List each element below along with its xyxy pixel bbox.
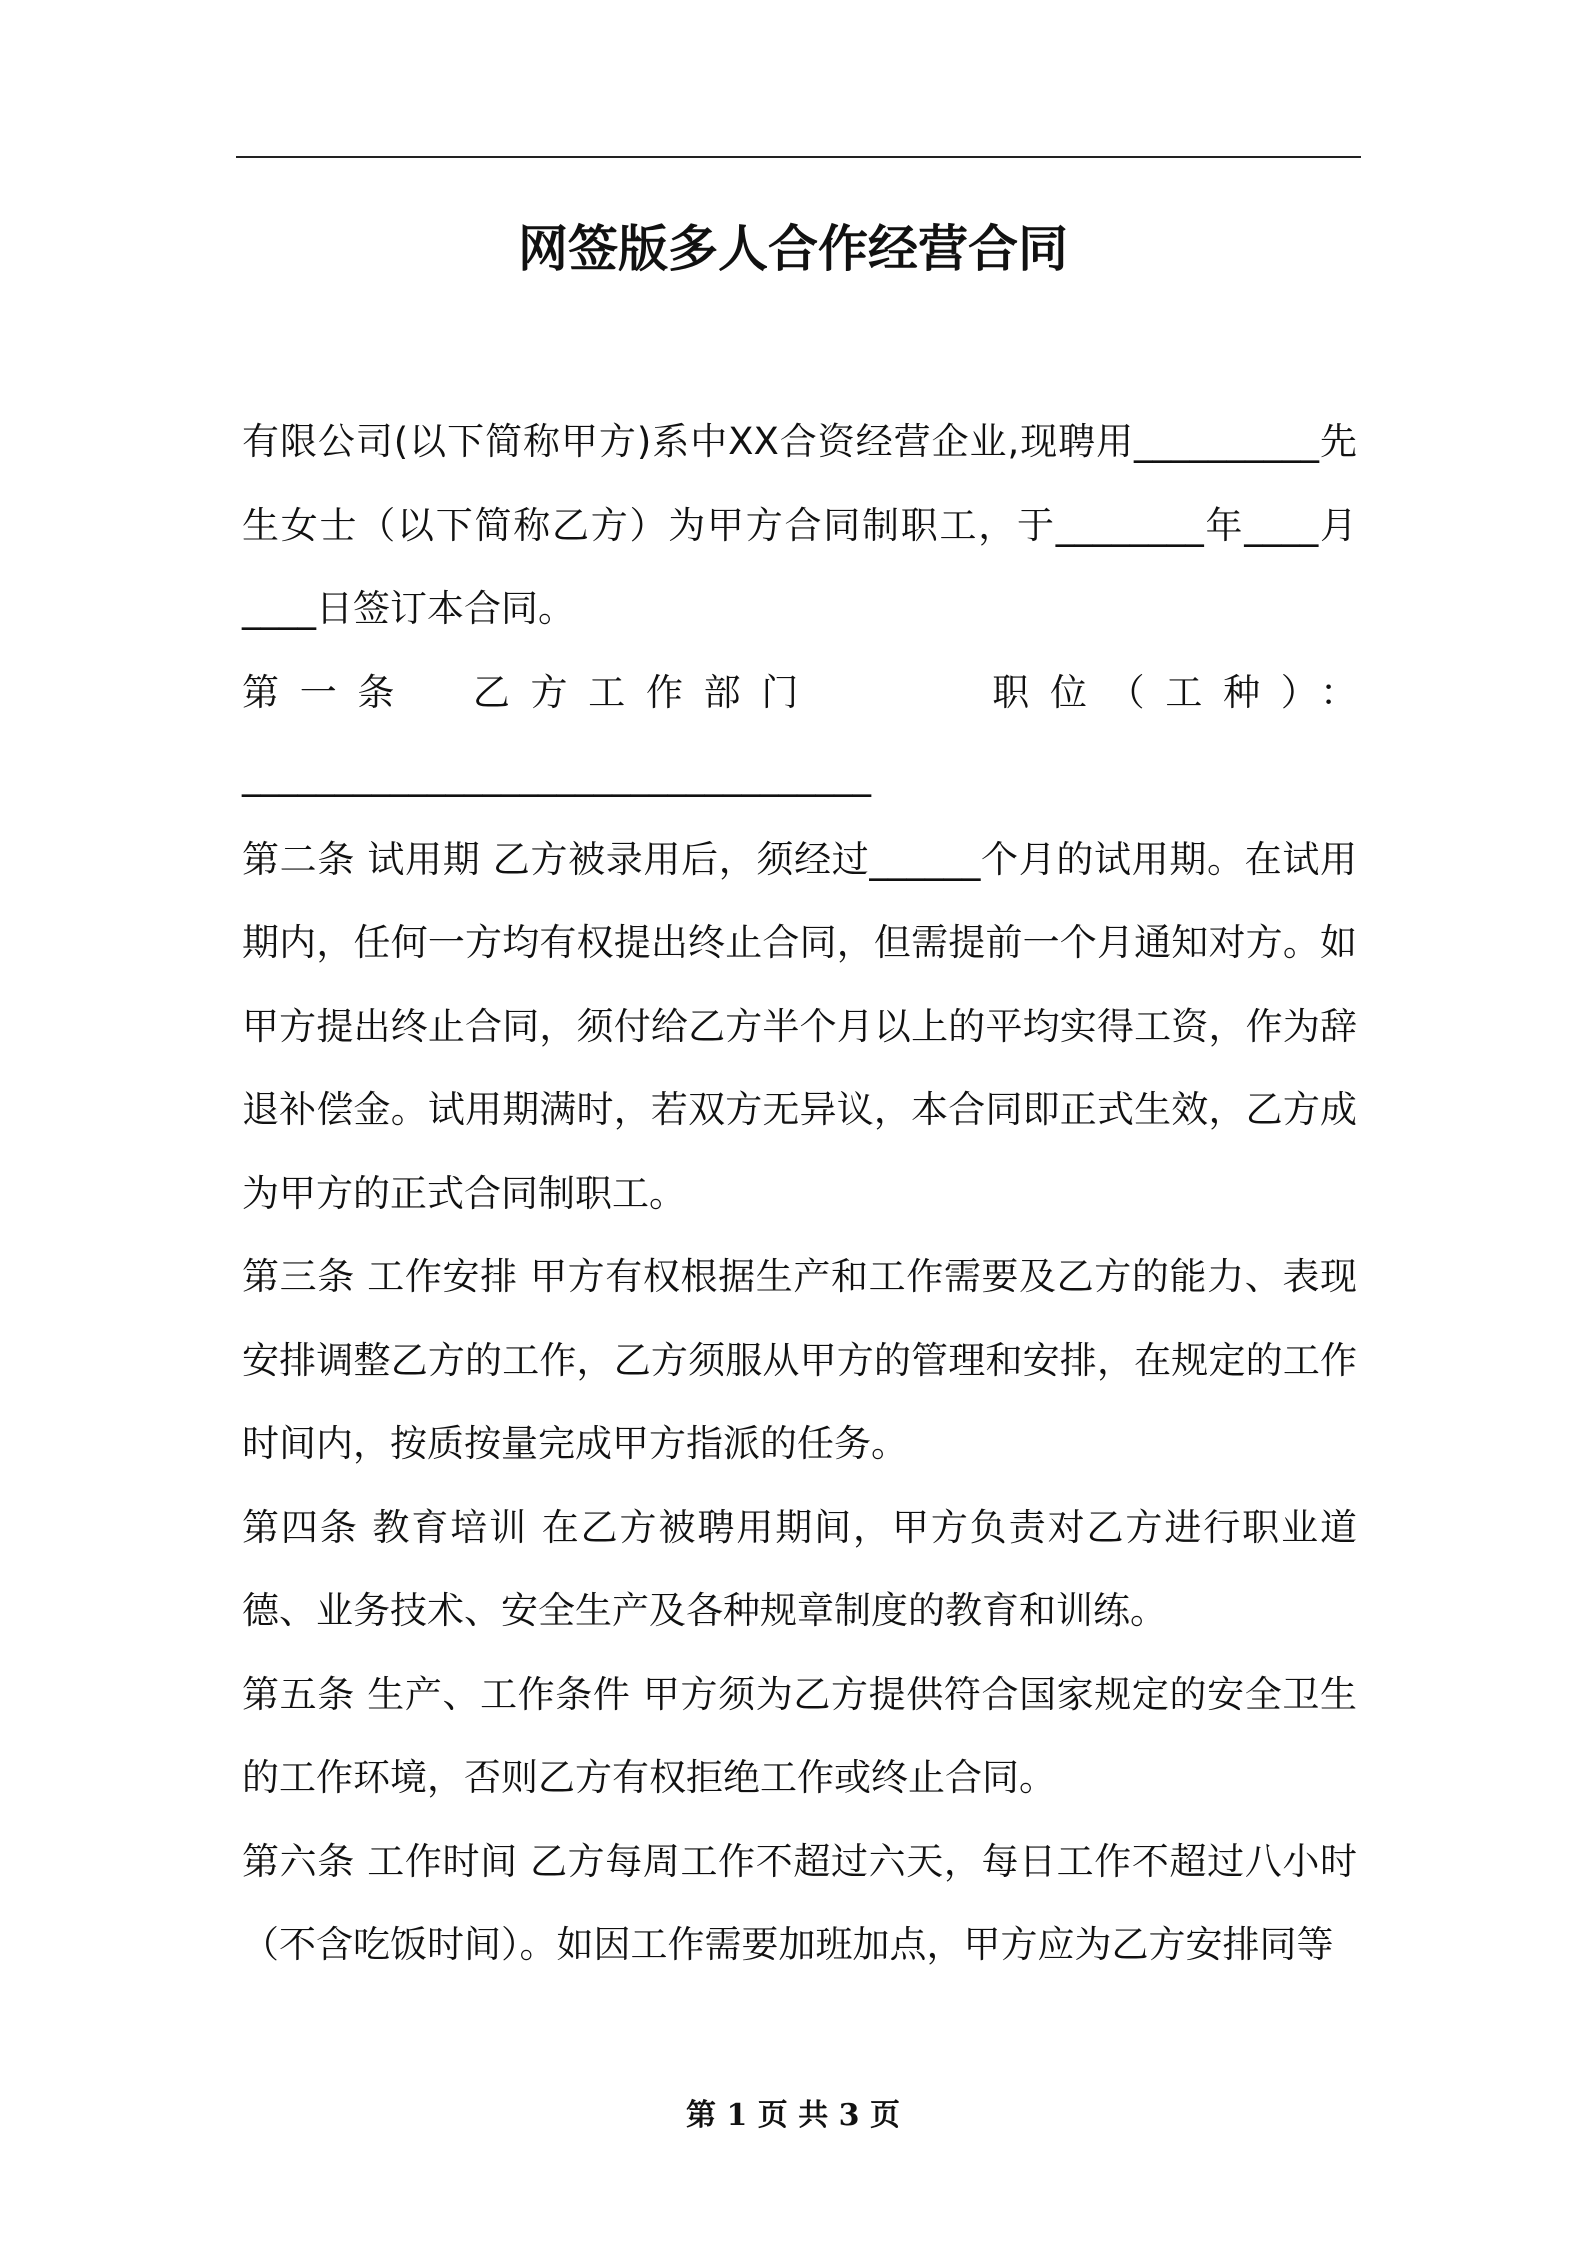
article-4-paragraph: 第四条 教育培训 在乙方被聘用期间，甲方负责对乙方进行职业道德、业务技术、安全生产及各种规章制度的教育和训练。 bbox=[242, 1505, 1357, 1632]
article-1-heading: 第一条 乙方工作部门 职位（工种）： bbox=[242, 670, 1357, 714]
article-5-paragraph: 第五条 生产、工作条件 甲方须为乙方提供符合国家规定的安全卫生的工作环境，否则乙方有权拒绝工作或终止合同。 bbox=[242, 1672, 1357, 1799]
header-rule bbox=[236, 156, 1361, 158]
page-number: 第 1 页 共 3 页 bbox=[686, 2098, 900, 2133]
article-6-paragraph: 第六条 工作时间 乙方每周工作不超过六天，每日工作不超过八小时（不含吃饭时间）。如因工作需要加班加点，甲方应为乙方安排同等 bbox=[242, 1839, 1357, 1966]
article-1-blank-line: __________________________________ bbox=[242, 754, 871, 797]
article-3-paragraph: 第三条 工作安排 甲方有权根据生产和工作需要及乙方的能力、表现安排调整乙方的工作，乙方须服从甲方的管理和安排，在规定的工作时间内，按质按量完成甲方指派的任务。 bbox=[242, 1255, 1357, 1465]
document-body bbox=[242, 400, 1357, 1987]
document-title: 网签版多人合作经营合同 bbox=[518, 220, 1068, 278]
intro-paragraph: 有限公司(以下简称甲方)系中XX合资经营企业,现聘用__________先生女士（以下简称乙方）为甲方合同制职工，于________年____月____日签订本合同。 bbox=[242, 420, 1357, 630]
article-2-paragraph: 第二条 试用期 乙方被录用后，须经过______个月的试用期。在试用期内，任何一方均有权提出终止合同，但需提前一个月通知对方。如甲方提出终止合同，须付给乙方半个月以上的平均实得工资，作为辞退补偿金。试用期满时，若双方无异议，本合同即正式生效，乙方成为甲方的正式合同制职工。 bbox=[242, 837, 1357, 1215]
